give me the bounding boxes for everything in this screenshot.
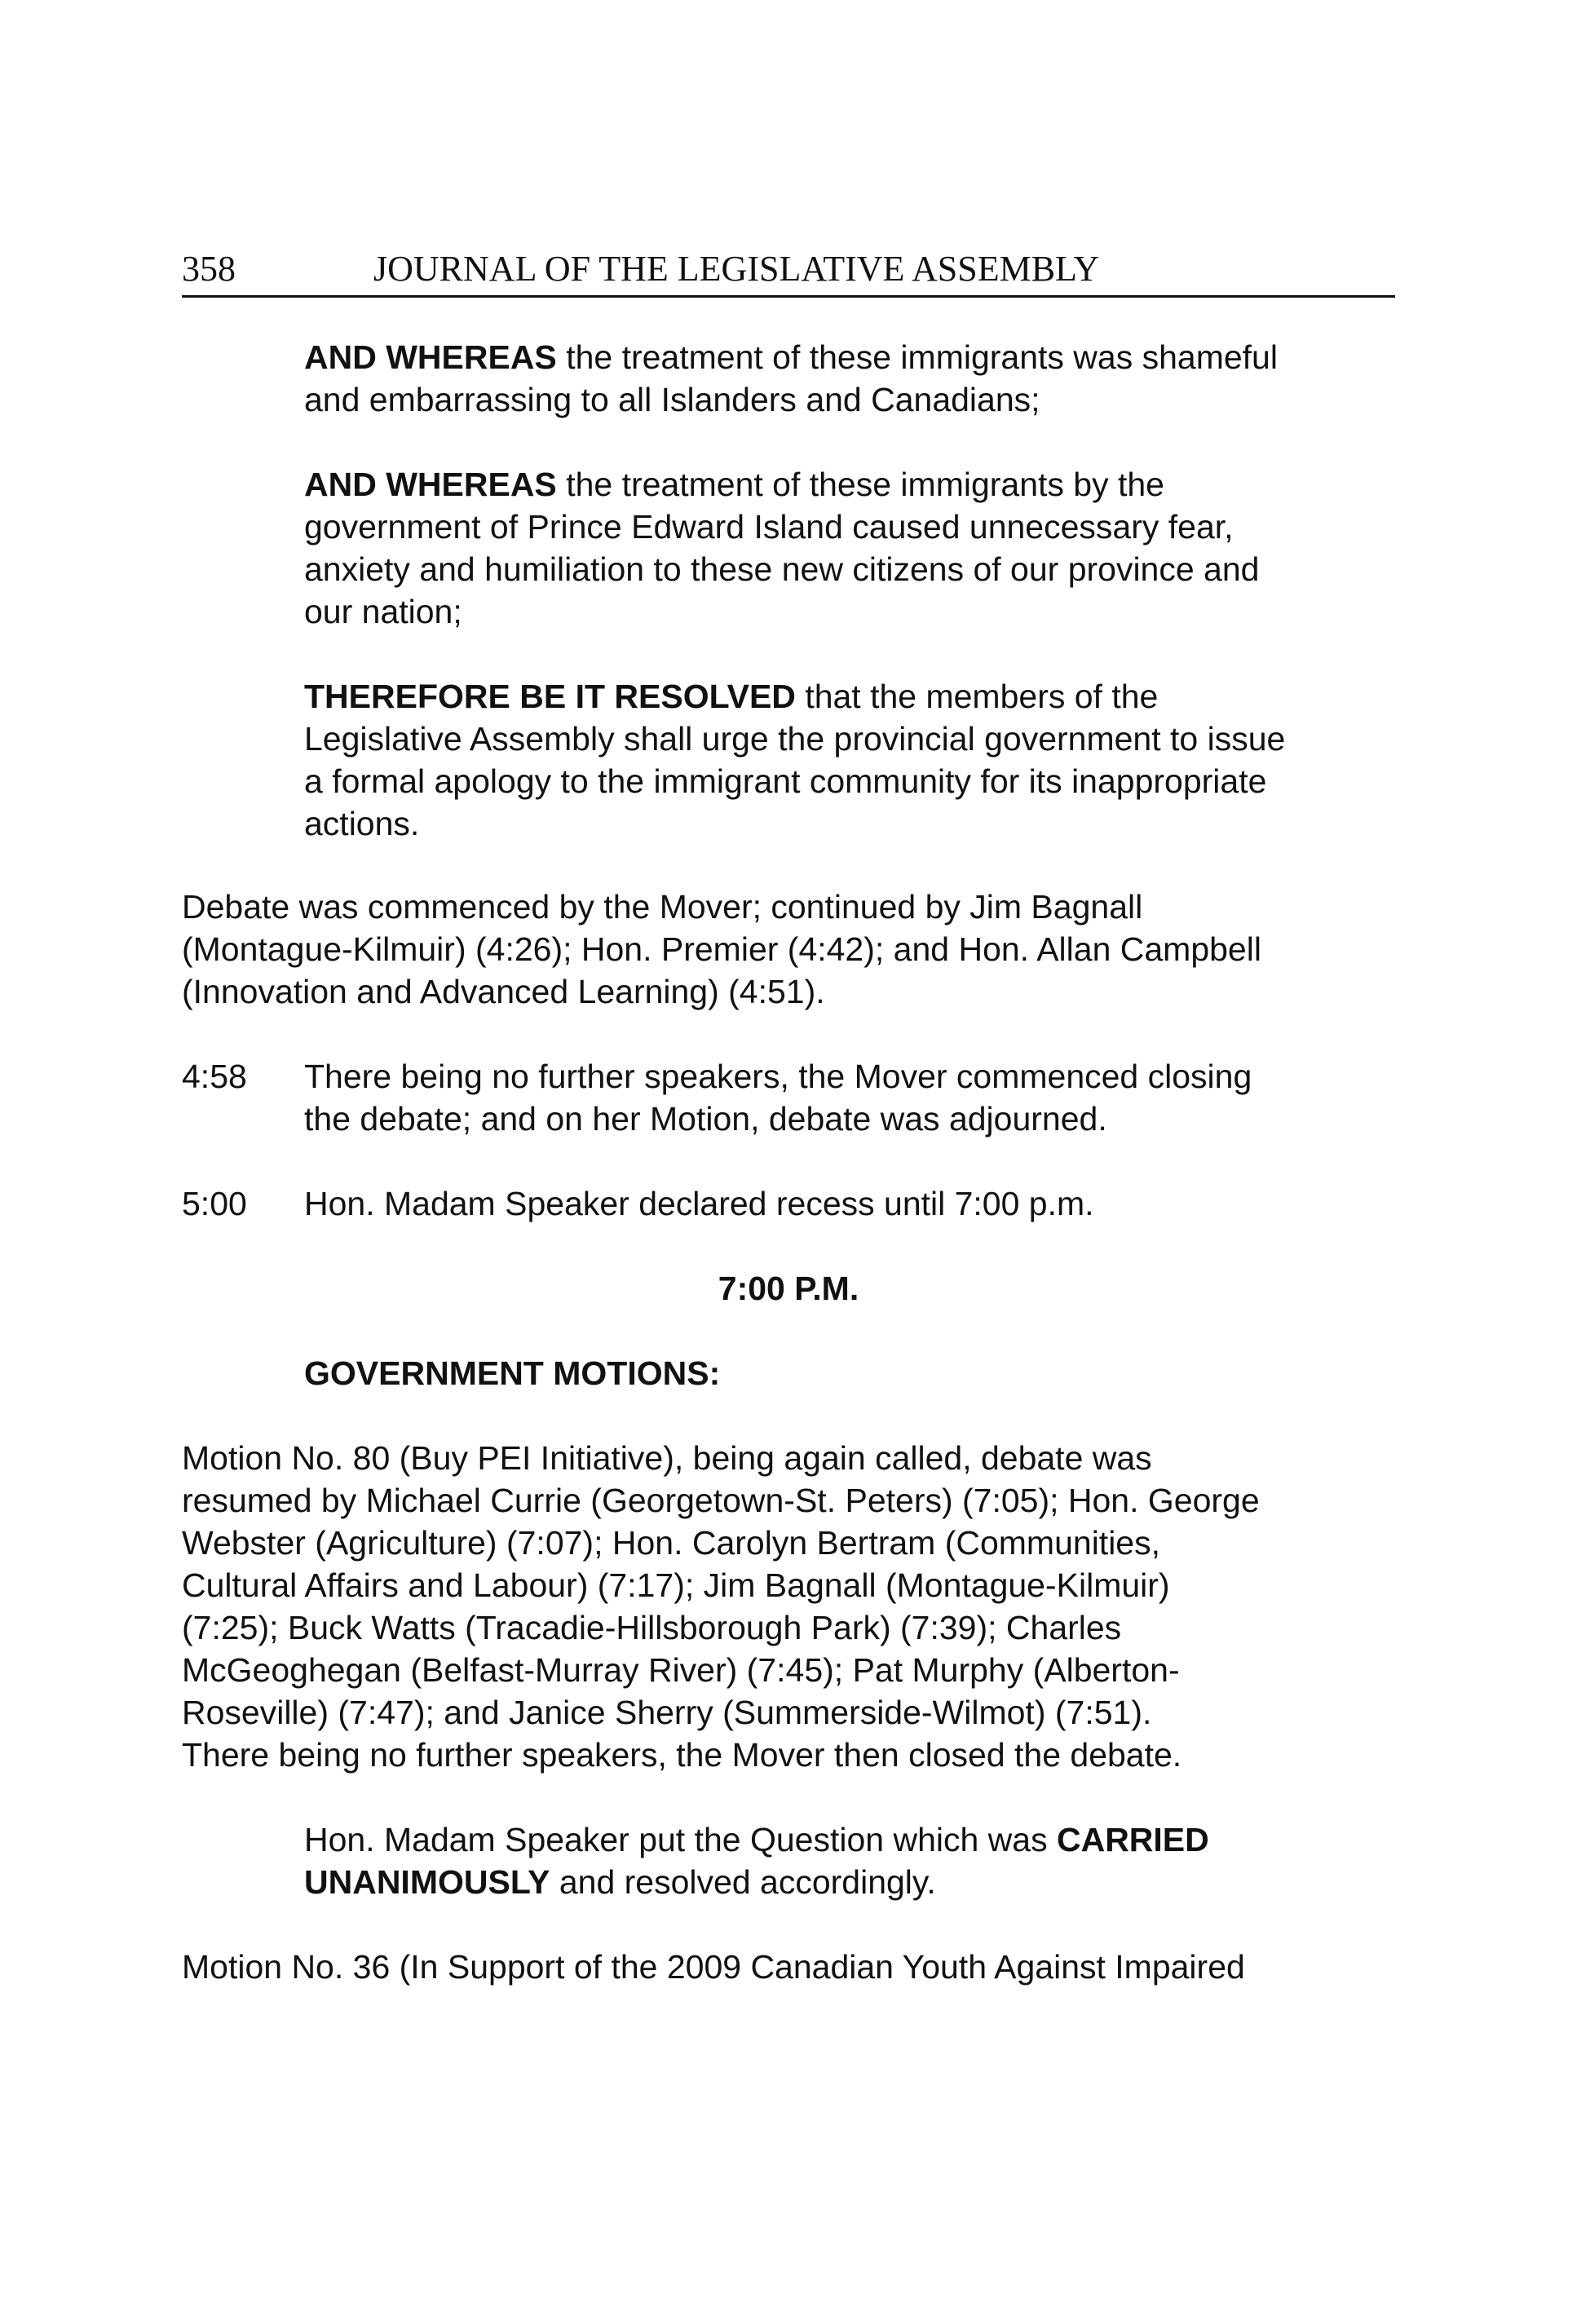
result-keyword: CARRIED [1056, 1821, 1209, 1858]
motion-36-paragraph: Motion No. 36 (In Support of the 2009 Canadian Youth Against Impaired [182, 1948, 1245, 1986]
page-header [182, 243, 1395, 298]
evening-sitting-heading: 7:00 P.M. [718, 1270, 859, 1307]
section-heading: GOVERNMENT MOTIONS: [304, 1354, 721, 1392]
motion-80-paragraph: Motion No. 80 (Buy PEI Initiative), being again called, debate was resumed by Michael Currie (Georgetown-St. Peters) (7:05); Hon. George Webster (Agriculture) (7:07); Hon. Carolyn Bertram (Communities, Cultural Affairs and Labour) (7:17); Jim Bagnall (Montague-Kilmuir) (7:25); Buck Watts (Tracadie-Hillsborough Park) (7:39); Charles McGeoghegan (Belfast-Murray River) (7:45); Pat Murphy (Alberton- Roseville) (7:47); and Janice Sherry (Summerside-Wilmot) (7:51). There being no further speakers, the Mover then closed the debate. [182, 1439, 1260, 1774]
resolution-whereas-1: AND WHEREAS the treatment of these immigrants was shameful and embarrassing to all Islanders and Canadians; [304, 338, 1278, 418]
resolution-whereas-2: AND WHEREAS the treatment of these immigrants by the government of Prince Edward Island caused unnecessary fear, anxiety and humiliation to these new citizens of our province and our nation; [304, 466, 1260, 630]
resolution-therefore: THEREFORE BE IT RESOLVED that the members of the Legislative Assembly shall urge the provincial government to issue a formal apology to the immigrant community for its inappropriate actions. [304, 678, 1286, 842]
time-entry-text: Hon. Madam Speaker declared recess until 7:00 p.m. [304, 1185, 1094, 1222]
whereas-keyword: AND WHEREAS [304, 466, 557, 503]
journal-title: JOURNAL OF THE LEGISLATIVE ASSEMBLY [373, 249, 1100, 289]
time-stamp: 4:58 [182, 1058, 247, 1095]
time-entry-text: There being no further speakers, the Mover commenced closing the debate; and on her Motion, debate was adjourned. [304, 1058, 1252, 1138]
page-number: 358 [182, 249, 236, 289]
time-stamp: 5:00 [182, 1185, 247, 1222]
resolved-keyword: THEREFORE BE IT RESOLVED [304, 678, 796, 715]
whereas-keyword: AND WHEREAS [304, 338, 557, 376]
question-result: Hon. Madam Speaker put the Question which was CARRIED UNANIMOUSLY and resolved accordingly. [304, 1821, 1209, 1901]
result-keyword: UNANIMOUSLY [304, 1863, 550, 1901]
debate-paragraph: Debate was commenced by the Mover; continued by Jim Bagnall (Montague-Kilmuir) (4:26); Hon. Premier (4:42); and Hon. Allan Campbell (Innovation and Advanced Learning) (4:51). [182, 888, 1261, 1010]
